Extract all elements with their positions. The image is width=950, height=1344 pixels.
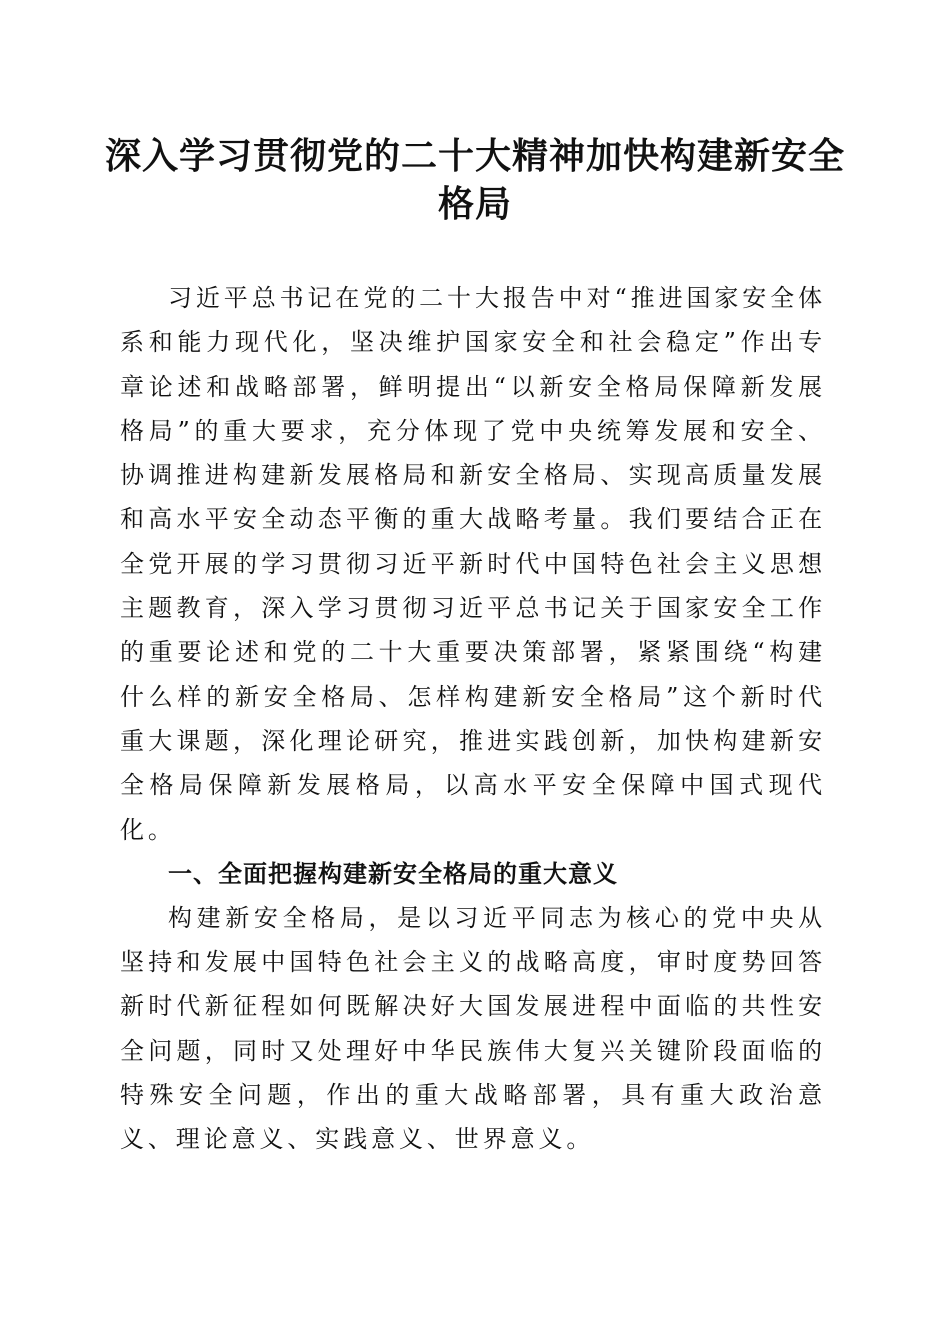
document-body <box>120 276 826 1162</box>
intro-paragraph: 习近平总书记在党的二十大报告中对“推进国家安全体系和能力现代化，坚决维护国家安全和社会稳定”作出专章论述和战略部署，鲜明提出“以新安全格局保障新发展格局”的重大要求，充分体现了党中央统筹发展和安全、协调推进构建新发展格局和新安全格局、实现高质量发展和高水平安全动态平衡的重大战略考量。我们要结合正在全党开展的学习贯彻习近平新时代中国特色社会主义思想主题教育，深入学习贯彻习近平总书记关于国家安全工作的重要论述和党的二十大重要决策部署，紧紧围绕“构建什么样的新安全格局、怎样构建新安全格局”这个新时代重大课题，深化理论研究，推进实践创新，加快构建新安全格局保障新发展格局，以高水平安全保障中国式现代化。 <box>120 284 826 844</box>
document-title: 深入学习贯彻党的二十大精神加快构建新安全格局 <box>104 135 845 225</box>
section-heading: 一、全面把握构建新安全格局的重大意义 <box>168 859 618 888</box>
section-paragraph: 构建新安全格局，是以习近平同志为核心的党中央从坚持和发展中国特色社会主义的战略高度，审时度势回答新时代新征程如何既解决好大国发展进程中面临的共性安全问题，同时又处理好中华民族伟大复兴关键阶段面临的特殊安全问题，作出的重大战略部署，具有重大政治意义、理论意义、实践意义、世界意义。 <box>120 903 826 1154</box>
